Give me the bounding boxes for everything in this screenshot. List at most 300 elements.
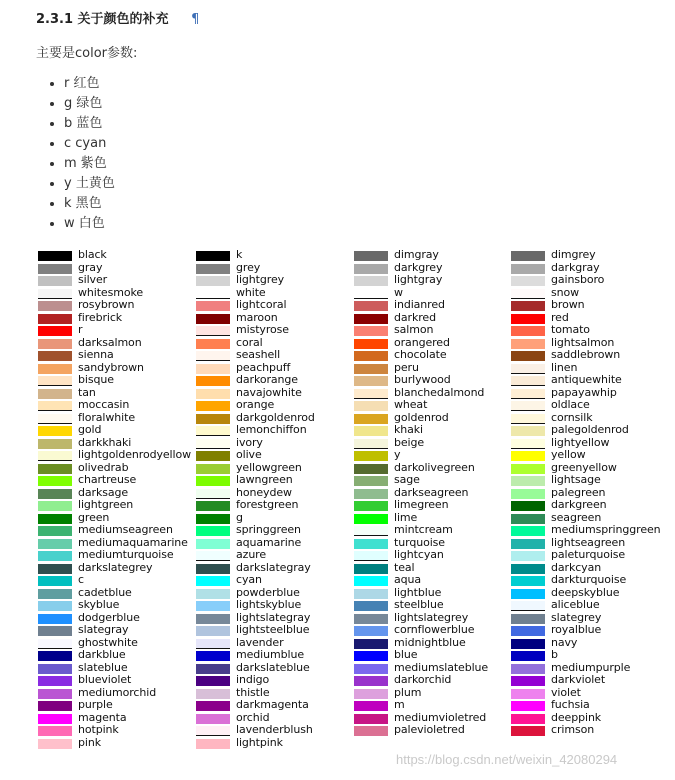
color-swatch <box>196 264 230 274</box>
color-swatch-row <box>511 685 671 701</box>
color-swatch-row <box>511 435 671 451</box>
color-swatch-row <box>354 385 514 401</box>
color-name-label: magenta <box>78 710 127 724</box>
color-name-label: ghostwhite <box>78 635 138 649</box>
color-swatch-row <box>196 275 356 288</box>
color-swatch-row <box>354 500 514 513</box>
color-swatch <box>354 539 388 549</box>
color-name-label: darkorchid <box>394 673 452 686</box>
color-swatch <box>38 614 72 624</box>
color-name-label: chocolate <box>394 348 447 361</box>
color-swatch <box>354 414 388 424</box>
color-name-label: cyan <box>236 573 262 586</box>
color-name-label: limegreen <box>394 498 449 511</box>
color-swatch-row <box>354 275 514 288</box>
color-swatch <box>196 289 230 299</box>
color-swatch <box>196 339 230 349</box>
color-swatch <box>38 489 72 499</box>
color-swatch <box>196 714 230 724</box>
color-name-label: mediumorchid <box>78 685 157 699</box>
color-name-label: lemonchiffon <box>236 423 307 436</box>
color-swatch <box>38 476 72 486</box>
color-name-label: darkseagreen <box>394 485 469 499</box>
color-swatch-row <box>196 385 356 401</box>
color-swatch <box>354 439 388 449</box>
color-swatch <box>196 314 230 324</box>
color-name-label: purple <box>78 698 113 711</box>
color-swatch-row <box>38 310 198 326</box>
color-swatch <box>511 476 545 486</box>
color-name-label: lightgray <box>394 273 443 286</box>
color-swatch-row <box>511 275 671 288</box>
color-swatch <box>38 414 72 424</box>
color-swatch-row <box>196 425 356 438</box>
color-swatch <box>196 626 230 636</box>
color-swatch <box>511 614 545 624</box>
color-swatch <box>196 739 230 749</box>
color-swatch <box>38 326 72 336</box>
color-name-label: lightcyan <box>394 548 444 561</box>
color-name-label: springgreen <box>236 523 301 536</box>
color-name-label: skyblue <box>78 598 120 611</box>
color-swatch <box>196 414 230 424</box>
color-name-label: lightslategray <box>236 610 311 624</box>
list-item: • r 红色 <box>64 74 115 94</box>
color-swatch <box>38 501 72 511</box>
color-swatch-row <box>196 560 356 576</box>
color-swatch-row <box>354 550 514 563</box>
color-name-label: salmon <box>394 323 434 336</box>
color-name-label: blue <box>394 648 418 661</box>
color-swatch <box>511 339 545 349</box>
color-swatch-row <box>196 675 356 688</box>
list-item: • k 黑色 <box>64 194 115 214</box>
color-swatch <box>511 576 545 586</box>
color-swatch <box>354 601 388 611</box>
color-swatch <box>354 464 388 474</box>
color-swatch <box>511 639 545 649</box>
color-swatch <box>354 589 388 599</box>
color-swatch <box>511 351 545 361</box>
color-swatch-row <box>38 685 198 701</box>
color-swatch-row <box>354 675 514 688</box>
color-name-label: lightsalmon <box>551 335 615 349</box>
color-swatch-row <box>38 410 198 426</box>
color-swatch-row <box>196 435 356 451</box>
color-swatch <box>511 526 545 536</box>
color-name-label: coral <box>236 335 263 349</box>
color-swatch-row <box>354 425 514 438</box>
color-swatch <box>354 514 388 524</box>
color-name-label: darkturquoise <box>551 573 627 586</box>
color-swatch <box>196 326 230 336</box>
color-swatch <box>38 576 72 586</box>
color-swatch <box>354 501 388 511</box>
color-swatch <box>354 326 388 336</box>
color-name-label: azure <box>236 548 267 561</box>
color-name-label: lightslategrey <box>394 610 469 624</box>
color-swatch-row <box>354 460 514 476</box>
color-name-label: green <box>78 510 110 524</box>
color-name-label: deepskyblue <box>551 585 620 599</box>
color-swatch <box>38 676 72 686</box>
color-swatch <box>354 551 388 561</box>
color-swatch-row <box>38 335 198 351</box>
color-name-label: seagreen <box>551 510 602 524</box>
color-swatch <box>511 651 545 661</box>
color-swatch <box>511 539 545 549</box>
color-shortcut-list <box>0 74 115 234</box>
color-swatch <box>38 714 72 724</box>
color-swatch <box>511 251 545 261</box>
color-name-label: crimson <box>551 723 595 736</box>
color-name-label: brown <box>551 298 585 311</box>
color-swatch <box>511 401 545 411</box>
color-swatch <box>38 651 72 661</box>
color-name-label: lightskyblue <box>236 598 302 611</box>
color-swatch <box>511 489 545 499</box>
color-name-label: powderblue <box>236 585 300 599</box>
color-name-label: steelblue <box>394 598 444 611</box>
color-swatch <box>196 251 230 261</box>
color-swatch <box>511 439 545 449</box>
color-swatch <box>354 651 388 661</box>
color-swatch <box>38 739 72 749</box>
color-swatch <box>196 276 230 286</box>
color-name-label: indianred <box>394 298 445 311</box>
color-swatch <box>38 664 72 674</box>
permalink-anchor[interactable]: ¶ <box>191 12 200 27</box>
color-name-label: linen <box>551 360 578 374</box>
color-name-label: darkslategray <box>236 560 311 574</box>
color-swatch <box>38 689 72 699</box>
color-name-label: deeppink <box>551 710 602 724</box>
color-swatch <box>511 464 545 474</box>
color-swatch-row <box>511 350 671 363</box>
color-swatch <box>511 501 545 511</box>
color-swatch <box>38 364 72 374</box>
color-name-label: cornsilk <box>551 410 593 424</box>
color-name-label: w <box>394 285 403 299</box>
color-swatch <box>196 539 230 549</box>
color-name-label: k <box>236 248 243 261</box>
color-swatch-row <box>511 300 671 313</box>
color-swatch-row <box>196 660 356 676</box>
color-name-label: burlywood <box>394 373 451 386</box>
color-swatch <box>38 526 72 536</box>
color-swatch <box>196 514 230 524</box>
color-name-label: dimgrey <box>551 248 596 261</box>
section-heading <box>36 8 199 27</box>
color-swatch <box>38 389 72 399</box>
color-swatch-row <box>38 725 198 738</box>
color-name-label: navy <box>551 635 578 649</box>
color-swatch <box>38 314 72 324</box>
color-name-label: lightyellow <box>551 435 610 449</box>
color-swatch <box>354 289 388 299</box>
color-swatch <box>196 489 230 499</box>
color-swatch <box>511 301 545 311</box>
color-name-label: lightgrey <box>236 273 285 286</box>
color-name-label: darkblue <box>78 648 126 661</box>
color-swatch <box>511 726 545 736</box>
color-name-label: lightpink <box>236 735 283 749</box>
color-swatch <box>511 264 545 274</box>
color-name-label: mediumturquoise <box>78 548 174 561</box>
color-name-label: hotpink <box>78 723 119 736</box>
color-name-label: pink <box>78 735 101 749</box>
color-name-label: lightgoldenrodyellow <box>78 448 191 461</box>
color-swatch-row <box>354 350 514 363</box>
color-swatch <box>511 589 545 599</box>
color-swatch-row <box>511 675 671 688</box>
color-name-label: floralwhite <box>78 410 135 424</box>
color-name-label: royalblue <box>551 623 602 636</box>
color-swatch <box>196 664 230 674</box>
color-swatch-row <box>354 685 514 701</box>
color-swatch <box>38 464 72 474</box>
color-swatch-row <box>38 260 198 276</box>
color-name-label: snow <box>551 285 580 299</box>
color-swatch-row <box>511 725 671 738</box>
list-item: • g 绿色 <box>64 94 115 114</box>
color-swatch <box>354 476 388 486</box>
color-swatch <box>354 376 388 386</box>
watermark: https://blog.csdn.net/weixin_42080294 <box>396 752 618 767</box>
color-name-label: darkslateblue <box>236 660 310 674</box>
color-swatch <box>196 451 230 461</box>
color-swatch <box>511 451 545 461</box>
color-swatch <box>511 514 545 524</box>
color-name-label: blanchedalmond <box>394 385 485 399</box>
color-swatch <box>196 426 230 436</box>
color-swatch-row <box>354 435 514 451</box>
list-item: • c cyan <box>64 134 115 154</box>
color-name-label: mediumseagreen <box>78 523 173 536</box>
color-name-label: beige <box>394 435 425 449</box>
color-swatch <box>354 701 388 711</box>
color-swatch <box>511 626 545 636</box>
color-swatch <box>38 726 72 736</box>
color-name-label: lime <box>394 510 418 524</box>
color-name-label: darksage <box>78 485 129 499</box>
color-swatch <box>354 314 388 324</box>
color-name-label: lightblue <box>394 585 442 599</box>
color-name-label: y <box>394 448 401 461</box>
color-swatch-row <box>196 500 356 513</box>
color-swatch <box>38 539 72 549</box>
color-swatch <box>38 289 72 299</box>
color-name-label: slategrey <box>551 610 602 624</box>
color-swatch <box>511 389 545 399</box>
color-name-label: mediumaquamarine <box>78 535 188 549</box>
color-swatch <box>354 389 388 399</box>
color-name-label: chartreuse <box>78 473 137 486</box>
color-name-label: c <box>78 573 84 586</box>
color-swatch <box>511 601 545 611</box>
color-swatch <box>511 676 545 686</box>
color-name-label: darkkhaki <box>78 435 132 449</box>
color-swatch-row <box>354 635 514 651</box>
color-name-label: dodgerblue <box>78 610 140 624</box>
color-swatch <box>38 426 72 436</box>
color-name-label: cadetblue <box>78 585 132 599</box>
color-name-label: palevioletred <box>394 723 465 736</box>
color-swatch <box>354 489 388 499</box>
color-swatch-row <box>354 725 514 738</box>
color-name-label: saddlebrown <box>551 348 621 361</box>
color-swatch <box>196 551 230 561</box>
color-name-label: peachpuff <box>236 360 291 374</box>
color-name-label: fuchsia <box>551 698 590 711</box>
color-swatch <box>354 676 388 686</box>
color-name-label: paleturquoise <box>551 548 626 561</box>
color-swatch <box>196 689 230 699</box>
color-swatch <box>511 689 545 699</box>
color-swatch-row <box>511 635 671 651</box>
color-name-label: red <box>551 310 569 324</box>
color-name-label: mediumblue <box>236 648 304 661</box>
color-name-label: darkred <box>394 310 436 324</box>
color-name-label: greenyellow <box>551 460 617 474</box>
color-swatch <box>196 676 230 686</box>
color-name-label: darkgray <box>551 260 600 274</box>
color-name-label: goldenrod <box>394 410 449 424</box>
color-swatch-row <box>354 560 514 576</box>
color-name-label: darkcyan <box>551 560 602 574</box>
color-name-label: indigo <box>236 673 270 686</box>
color-swatch <box>196 639 230 649</box>
color-name-label: wheat <box>394 398 428 411</box>
color-name-label: dimgray <box>394 248 439 261</box>
color-name-label: darksalmon <box>78 335 142 349</box>
color-name-label: palegreen <box>551 485 606 499</box>
color-name-label: orange <box>236 398 275 411</box>
color-swatch <box>38 401 72 411</box>
section-number: 2.3.1 <box>36 12 74 27</box>
color-swatch <box>354 526 388 536</box>
color-name-label: lawngreen <box>236 473 293 486</box>
color-name-label: darkviolet <box>551 673 606 686</box>
color-swatch-row <box>511 625 671 638</box>
color-name-label: firebrick <box>78 310 123 324</box>
color-name-label: aquamarine <box>236 535 302 549</box>
color-swatch <box>196 576 230 586</box>
color-swatch <box>511 314 545 324</box>
color-swatch <box>196 389 230 399</box>
color-swatch-row <box>511 310 671 326</box>
color-swatch <box>196 364 230 374</box>
list-item: • y 土黄色 <box>64 174 115 194</box>
color-swatch <box>38 301 72 311</box>
color-name-label: midnightblue <box>394 635 466 649</box>
color-swatch <box>196 526 230 536</box>
color-swatch <box>354 251 388 261</box>
color-swatch <box>38 351 72 361</box>
color-name-label: orangered <box>394 335 450 349</box>
color-swatch <box>196 439 230 449</box>
color-name-label: aliceblue <box>551 598 600 611</box>
color-name-label: forestgreen <box>236 498 299 511</box>
color-swatch <box>196 589 230 599</box>
color-name-label: lightcoral <box>236 298 287 311</box>
section-title: 关于颜色的补充 <box>77 12 169 27</box>
color-name-label: mintcream <box>394 523 453 536</box>
color-name-label: darkorange <box>236 373 298 386</box>
color-swatch-row <box>196 325 356 338</box>
color-swatch <box>196 401 230 411</box>
color-name-label: oldlace <box>551 398 590 411</box>
color-name-label: darkmagenta <box>236 698 309 711</box>
color-name-label: mediumpurple <box>551 660 631 674</box>
color-swatch <box>196 651 230 661</box>
list-item: • m 紫色 <box>64 154 115 174</box>
color-name-label: g <box>236 510 243 524</box>
color-name-label: aqua <box>394 573 422 586</box>
color-name-label: m <box>394 698 405 711</box>
color-name-label: lightsage <box>551 473 601 486</box>
color-swatch <box>354 626 388 636</box>
color-swatch <box>38 601 72 611</box>
color-name-label: sienna <box>78 348 114 361</box>
color-name-label: olivedrab <box>78 460 129 474</box>
color-swatch <box>38 639 72 649</box>
color-swatch <box>511 426 545 436</box>
color-swatch-row <box>196 700 356 713</box>
color-swatch-row <box>196 735 356 751</box>
color-swatch <box>38 264 72 274</box>
color-name-label: whitesmoke <box>78 285 144 299</box>
color-name-label: lavenderblush <box>236 723 313 736</box>
color-name-label: yellowgreen <box>236 460 302 474</box>
color-name-label: cornflowerblue <box>394 623 475 636</box>
color-name-label: mistyrose <box>236 323 289 336</box>
color-name-label: black <box>78 248 107 261</box>
color-name-label: lightseagreen <box>551 535 626 549</box>
color-name-label: darkolivegreen <box>394 460 475 474</box>
color-name-label: silver <box>78 273 108 286</box>
color-name-label: sandybrown <box>78 360 144 374</box>
color-swatch <box>196 564 230 574</box>
color-swatch <box>511 551 545 561</box>
color-name-label: khaki <box>394 423 424 436</box>
color-name-label: darkgoldenrod <box>236 410 315 424</box>
color-swatch <box>511 326 545 336</box>
color-swatch <box>38 701 72 711</box>
color-name-label: navajowhite <box>236 385 302 399</box>
color-swatch <box>511 714 545 724</box>
color-swatch-row <box>38 360 198 376</box>
color-name-label: blueviolet <box>78 673 132 686</box>
color-swatch <box>38 514 72 524</box>
color-swatch <box>196 701 230 711</box>
color-name-label: peru <box>394 360 419 374</box>
color-swatch-row <box>196 250 356 263</box>
color-swatch-row <box>354 410 514 426</box>
color-swatch <box>354 364 388 374</box>
color-swatch <box>354 401 388 411</box>
color-swatch <box>354 614 388 624</box>
color-swatch <box>38 251 72 261</box>
color-swatch <box>196 726 230 736</box>
color-name-label: turquoise <box>394 535 445 549</box>
color-swatch <box>196 351 230 361</box>
color-swatch <box>511 364 545 374</box>
color-swatch-row <box>511 285 671 301</box>
color-name-label: sage <box>394 473 420 486</box>
color-swatch <box>354 689 388 699</box>
color-name-label: teal <box>394 560 415 574</box>
